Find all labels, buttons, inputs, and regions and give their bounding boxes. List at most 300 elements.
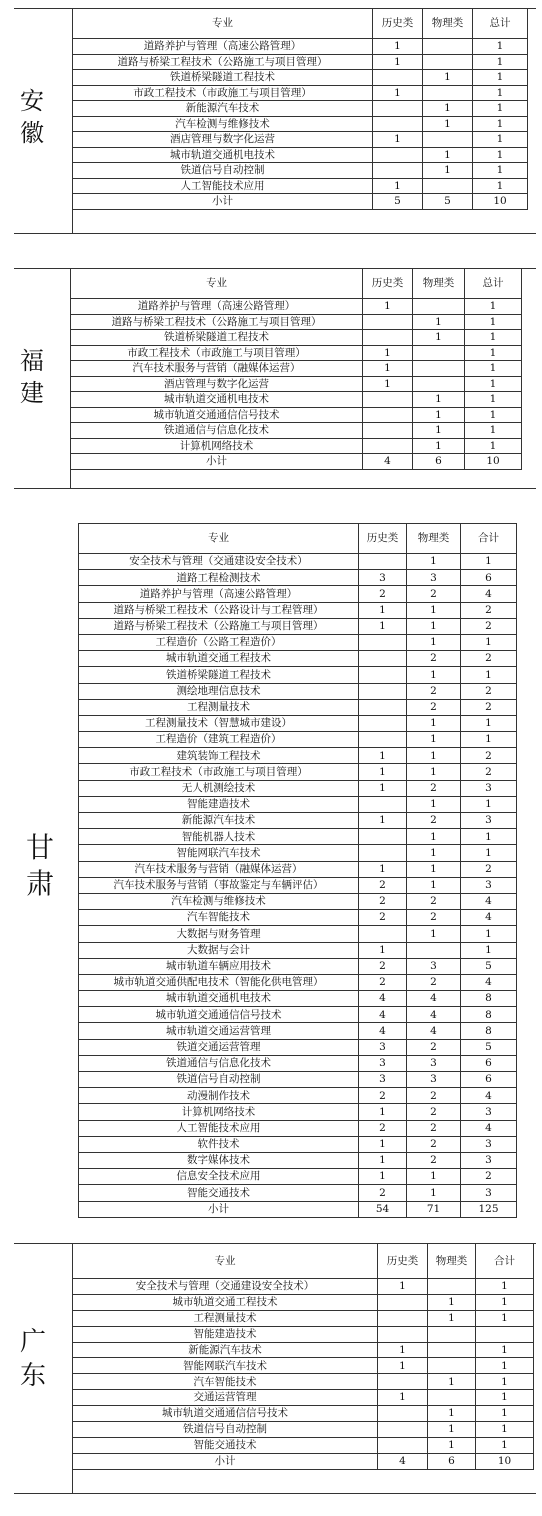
cell-major: 城市轨道交通运营管理 bbox=[79, 1023, 359, 1039]
cell-total: 6 bbox=[461, 570, 517, 586]
cell-physics bbox=[413, 376, 465, 392]
cell-total: 1 bbox=[465, 376, 522, 392]
cell-major: 工程测量技术 bbox=[73, 1310, 378, 1326]
cell-major: 新能源汽车技术 bbox=[73, 1342, 378, 1358]
cell-total: 1 bbox=[476, 1406, 534, 1422]
cell-major: 铁道通信与信息化技术 bbox=[71, 423, 363, 439]
cell-total: 1 bbox=[465, 423, 522, 439]
table-row bbox=[79, 715, 517, 731]
table-row bbox=[73, 1310, 534, 1326]
cell-history bbox=[373, 163, 423, 179]
cell-physics: 1 bbox=[407, 602, 461, 618]
cell-physics: 1 bbox=[407, 554, 461, 570]
cell-physics: 1 bbox=[407, 1185, 461, 1201]
major-table bbox=[72, 8, 528, 210]
cell-total: 1 bbox=[461, 845, 517, 861]
cell-physics: 1 bbox=[407, 667, 461, 683]
cell-history: 1 bbox=[373, 54, 423, 70]
cell-major: 城市轨道交通供配电技术（智能化供电管理） bbox=[79, 974, 359, 990]
cell-physics: 2 bbox=[407, 910, 461, 926]
cell-history bbox=[363, 330, 413, 346]
subtotal-label: 小计 bbox=[71, 454, 363, 470]
cell-major: 汽车检测与维修技术 bbox=[73, 116, 373, 132]
table-row bbox=[73, 54, 528, 70]
cell-physics: 1 bbox=[423, 101, 473, 117]
major-table bbox=[78, 523, 517, 1218]
table-header-row bbox=[79, 524, 517, 554]
cell-major: 安全技术与管理（交通建设安全技术） bbox=[79, 554, 359, 570]
subtotal-row bbox=[73, 1453, 534, 1469]
province-char: 福 bbox=[20, 347, 44, 375]
section-divider bbox=[70, 268, 71, 488]
table-row bbox=[79, 1023, 517, 1039]
cell-total: 2 bbox=[461, 699, 517, 715]
cell-history: 2 bbox=[359, 1088, 407, 1104]
header-history: 历史类 bbox=[359, 524, 407, 554]
header-history: 历史类 bbox=[378, 1244, 428, 1279]
cell-major: 铁道信号自动控制 bbox=[73, 1422, 378, 1438]
table-row bbox=[79, 845, 517, 861]
cell-major: 市政工程技术（市政施工与项目管理） bbox=[79, 764, 359, 780]
header-history: 历史类 bbox=[363, 269, 413, 299]
cell-history: 4 bbox=[359, 991, 407, 1007]
cell-major: 城市轨道车辆应用技术 bbox=[79, 958, 359, 974]
header-major: 专业 bbox=[71, 269, 363, 299]
cell-total: 3 bbox=[461, 780, 517, 796]
cell-history: 1 bbox=[359, 764, 407, 780]
cell-major: 建筑装饰工程技术 bbox=[79, 748, 359, 764]
cell-history: 2 bbox=[359, 893, 407, 909]
cell-major: 交通运营管理 bbox=[73, 1390, 378, 1406]
cell-total: 1 bbox=[465, 330, 522, 346]
cell-total: 5 bbox=[461, 958, 517, 974]
table-row bbox=[79, 780, 517, 796]
cell-physics: 1 bbox=[423, 70, 473, 86]
cell-history: 1 bbox=[359, 780, 407, 796]
cell-major: 动漫制作技术 bbox=[79, 1088, 359, 1104]
cell-total: 1 bbox=[465, 299, 522, 315]
cell-physics bbox=[428, 1390, 476, 1406]
cell-history: 1 bbox=[378, 1342, 428, 1358]
cell-history: 1 bbox=[359, 602, 407, 618]
cell-history: 1 bbox=[363, 299, 413, 315]
cell-physics: 1 bbox=[407, 796, 461, 812]
cell-physics: 3 bbox=[407, 1072, 461, 1088]
table-row bbox=[79, 813, 517, 829]
cell-major: 智能交通技术 bbox=[73, 1437, 378, 1453]
cell-total: 8 bbox=[461, 991, 517, 1007]
section-divider bbox=[72, 8, 73, 233]
cell-physics: 1 bbox=[413, 423, 465, 439]
cell-history: 1 bbox=[378, 1390, 428, 1406]
cell-major: 智能网联汽车技术 bbox=[79, 845, 359, 861]
cell-history bbox=[373, 70, 423, 86]
header-major: 专业 bbox=[73, 9, 373, 39]
province-name bbox=[26, 830, 54, 902]
cell-major: 城市轨道交通通信信号技术 bbox=[73, 1406, 378, 1422]
section-rule bbox=[14, 233, 536, 234]
cell-major: 铁道桥梁隧道工程技术 bbox=[79, 667, 359, 683]
cell-history bbox=[359, 634, 407, 650]
cell-history bbox=[378, 1294, 428, 1310]
cell-physics: 1 bbox=[428, 1437, 476, 1453]
cell-history bbox=[359, 926, 407, 942]
province-char: 徽 bbox=[20, 119, 44, 147]
cell-physics bbox=[423, 132, 473, 148]
cell-total: 1 bbox=[476, 1437, 534, 1453]
subtotal-physics: 6 bbox=[428, 1453, 476, 1469]
cell-physics bbox=[428, 1342, 476, 1358]
cell-physics bbox=[423, 54, 473, 70]
cell-physics: 2 bbox=[407, 651, 461, 667]
cell-total: 4 bbox=[461, 910, 517, 926]
table-row bbox=[79, 942, 517, 958]
province-name bbox=[20, 1325, 46, 1393]
cell-total: 1 bbox=[476, 1374, 534, 1390]
cell-major: 大数据与会计 bbox=[79, 942, 359, 958]
cell-total: 1 bbox=[461, 732, 517, 748]
cell-history: 2 bbox=[359, 910, 407, 926]
cell-total: 1 bbox=[461, 634, 517, 650]
cell-history: 2 bbox=[359, 586, 407, 602]
cell-history bbox=[373, 101, 423, 117]
cell-history bbox=[378, 1437, 428, 1453]
header-major: 专业 bbox=[79, 524, 359, 554]
subtotal-label: 小计 bbox=[73, 194, 373, 210]
subtotal-history: 5 bbox=[373, 194, 423, 210]
cell-physics: 2 bbox=[407, 586, 461, 602]
cell-history bbox=[363, 438, 413, 454]
cell-physics: 4 bbox=[407, 1023, 461, 1039]
cell-major: 道路养护与管理（高速公路管理） bbox=[79, 586, 359, 602]
cell-total: 4 bbox=[461, 1120, 517, 1136]
cell-history bbox=[363, 314, 413, 330]
table-row bbox=[79, 1055, 517, 1071]
subtotal-row bbox=[79, 1201, 517, 1217]
table-row bbox=[73, 39, 528, 55]
cell-total: 1 bbox=[461, 926, 517, 942]
cell-history bbox=[378, 1326, 428, 1342]
cell-total: 1 bbox=[476, 1294, 534, 1310]
table-row bbox=[79, 796, 517, 812]
cell-history: 1 bbox=[359, 1169, 407, 1185]
cell-physics: 1 bbox=[428, 1422, 476, 1438]
cell-major: 铁道信号自动控制 bbox=[73, 163, 373, 179]
cell-physics: 1 bbox=[423, 147, 473, 163]
cell-major: 汽车检测与维修技术 bbox=[79, 893, 359, 909]
table-row bbox=[73, 132, 528, 148]
cell-physics: 3 bbox=[407, 570, 461, 586]
cell-total: 2 bbox=[461, 618, 517, 634]
cell-history bbox=[359, 699, 407, 715]
subtotal-row bbox=[71, 454, 522, 470]
cell-major: 铁道交通运营管理 bbox=[79, 1039, 359, 1055]
cell-history bbox=[359, 829, 407, 845]
cell-total: 6 bbox=[461, 1055, 517, 1071]
cell-physics: 1 bbox=[428, 1294, 476, 1310]
cell-total: 1 bbox=[473, 163, 528, 179]
cell-physics bbox=[413, 345, 465, 361]
table-row bbox=[79, 1072, 517, 1088]
cell-history bbox=[373, 116, 423, 132]
province-char: 建 bbox=[20, 379, 44, 407]
cell-major: 工程测量技术（智慧城市建设） bbox=[79, 715, 359, 731]
table-row bbox=[79, 829, 517, 845]
cell-history: 1 bbox=[373, 85, 423, 101]
table-row bbox=[71, 361, 522, 377]
cell-major: 智能机器人技术 bbox=[79, 829, 359, 845]
table-row bbox=[73, 1358, 534, 1374]
cell-major: 市政工程技术（市政施工与项目管理） bbox=[73, 85, 373, 101]
cell-major: 汽车技术服务与营销（融媒体运营） bbox=[71, 361, 363, 377]
cell-major: 智能建造技术 bbox=[73, 1326, 378, 1342]
cell-history bbox=[359, 683, 407, 699]
subtotal-total: 10 bbox=[465, 454, 522, 470]
cell-total: 1 bbox=[461, 829, 517, 845]
cell-physics: 4 bbox=[407, 991, 461, 1007]
header-total: 总计 bbox=[465, 269, 522, 299]
cell-major: 新能源汽车技术 bbox=[79, 813, 359, 829]
table-row bbox=[73, 147, 528, 163]
cell-physics: 2 bbox=[407, 699, 461, 715]
table-row bbox=[79, 1152, 517, 1168]
cell-history: 1 bbox=[359, 1104, 407, 1120]
cell-major: 铁道信号自动控制 bbox=[79, 1072, 359, 1088]
cell-history bbox=[359, 796, 407, 812]
cell-physics: 1 bbox=[407, 861, 461, 877]
cell-total: 8 bbox=[461, 1023, 517, 1039]
cell-major: 汽车技术服务与营销（融媒体运营） bbox=[79, 861, 359, 877]
cell-physics: 1 bbox=[423, 116, 473, 132]
table-row bbox=[79, 586, 517, 602]
table-header-row bbox=[73, 1244, 534, 1279]
cell-major: 数字媒体技术 bbox=[79, 1152, 359, 1168]
table-row bbox=[73, 1326, 534, 1342]
table-row bbox=[71, 407, 522, 423]
cell-physics: 2 bbox=[407, 1120, 461, 1136]
cell-major: 道路与桥梁工程技术（公路施工与项目管理） bbox=[71, 314, 363, 330]
cell-history: 1 bbox=[359, 748, 407, 764]
subtotal-physics: 5 bbox=[423, 194, 473, 210]
cell-total: 3 bbox=[461, 813, 517, 829]
cell-total: 2 bbox=[461, 651, 517, 667]
cell-major: 软件技术 bbox=[79, 1136, 359, 1152]
cell-major: 工程测量技术 bbox=[79, 699, 359, 715]
cell-physics: 2 bbox=[407, 1152, 461, 1168]
cell-major: 人工智能技术应用 bbox=[73, 178, 373, 194]
cell-history: 1 bbox=[359, 1136, 407, 1152]
table-row bbox=[79, 1104, 517, 1120]
table-row bbox=[71, 392, 522, 408]
table-row bbox=[71, 376, 522, 392]
header-major: 专业 bbox=[73, 1244, 378, 1279]
cell-total: 4 bbox=[461, 893, 517, 909]
table-row bbox=[79, 683, 517, 699]
cell-total: 2 bbox=[461, 683, 517, 699]
cell-total: 1 bbox=[465, 392, 522, 408]
table-row bbox=[71, 330, 522, 346]
subtotal-total: 10 bbox=[476, 1453, 534, 1469]
cell-major: 道路养护与管理（高速公路管理） bbox=[71, 299, 363, 315]
cell-physics: 1 bbox=[413, 392, 465, 408]
cell-total: 1 bbox=[476, 1342, 534, 1358]
cell-physics: 3 bbox=[407, 1055, 461, 1071]
cell-physics: 1 bbox=[407, 926, 461, 942]
cell-major: 城市轨道交通通信信号技术 bbox=[79, 1007, 359, 1023]
cell-total: 3 bbox=[461, 1136, 517, 1152]
cell-total: 4 bbox=[461, 1088, 517, 1104]
table-row bbox=[79, 1136, 517, 1152]
table-row bbox=[79, 748, 517, 764]
cell-physics: 2 bbox=[407, 1136, 461, 1152]
table-row bbox=[79, 667, 517, 683]
table-row bbox=[79, 634, 517, 650]
cell-major: 道路工程检测技术 bbox=[79, 570, 359, 586]
table-row bbox=[79, 1185, 517, 1201]
cell-physics bbox=[413, 299, 465, 315]
cell-major: 道路养护与管理（高速公路管理） bbox=[73, 39, 373, 55]
cell-major: 城市轨道交通通信信号技术 bbox=[71, 407, 363, 423]
cell-history bbox=[359, 845, 407, 861]
cell-physics: 1 bbox=[428, 1406, 476, 1422]
table-row bbox=[79, 861, 517, 877]
cell-total: 1 bbox=[465, 407, 522, 423]
subtotal-physics: 6 bbox=[413, 454, 465, 470]
cell-physics: 1 bbox=[407, 715, 461, 731]
cell-history: 1 bbox=[359, 1152, 407, 1168]
cell-history: 2 bbox=[359, 958, 407, 974]
cell-total: 2 bbox=[461, 861, 517, 877]
province-name bbox=[20, 85, 44, 149]
cell-history bbox=[363, 392, 413, 408]
cell-major: 信息安全技术应用 bbox=[79, 1169, 359, 1185]
cell-physics: 1 bbox=[413, 438, 465, 454]
cell-total: 1 bbox=[465, 314, 522, 330]
table-row bbox=[73, 1390, 534, 1406]
subtotal-total: 10 bbox=[473, 194, 528, 210]
cell-total bbox=[476, 1326, 534, 1342]
cell-major: 汽车智能技术 bbox=[79, 910, 359, 926]
cell-physics: 3 bbox=[407, 958, 461, 974]
cell-physics bbox=[423, 178, 473, 194]
cell-major: 酒店管理与数字化运营 bbox=[71, 376, 363, 392]
table-row bbox=[79, 618, 517, 634]
table-row bbox=[79, 570, 517, 586]
cell-total: 6 bbox=[461, 1072, 517, 1088]
table-row bbox=[73, 1422, 534, 1438]
cell-total: 1 bbox=[473, 132, 528, 148]
cell-major: 工程造价（建筑工程造价） bbox=[79, 732, 359, 748]
section-rule bbox=[14, 1493, 536, 1494]
cell-history bbox=[359, 732, 407, 748]
major-table bbox=[70, 268, 522, 470]
cell-physics: 1 bbox=[428, 1374, 476, 1390]
province-char: 安 bbox=[20, 87, 44, 115]
cell-major: 市政工程技术（市政施工与项目管理） bbox=[71, 345, 363, 361]
table-row bbox=[79, 651, 517, 667]
province-char: 甘 bbox=[26, 831, 55, 864]
cell-total: 1 bbox=[465, 345, 522, 361]
cell-major: 铁道通信与信息化技术 bbox=[79, 1055, 359, 1071]
cell-major: 汽车技术服务与营销（事故鉴定与车辆评估） bbox=[79, 877, 359, 893]
cell-history bbox=[378, 1406, 428, 1422]
table-row bbox=[73, 1294, 534, 1310]
cell-total: 8 bbox=[461, 1007, 517, 1023]
cell-major: 工程造价（公路工程造价） bbox=[79, 634, 359, 650]
cell-history: 1 bbox=[378, 1279, 428, 1295]
cell-history: 4 bbox=[359, 1023, 407, 1039]
cell-history: 1 bbox=[359, 861, 407, 877]
table-row bbox=[79, 602, 517, 618]
cell-major: 无人机测绘技术 bbox=[79, 780, 359, 796]
table-row bbox=[73, 85, 528, 101]
cell-history bbox=[378, 1310, 428, 1326]
subtotal-physics: 71 bbox=[407, 1201, 461, 1217]
subtotal-history: 4 bbox=[363, 454, 413, 470]
cell-physics bbox=[428, 1326, 476, 1342]
section-rule bbox=[14, 488, 536, 489]
table-row bbox=[71, 438, 522, 454]
cell-total: 1 bbox=[476, 1358, 534, 1374]
cell-total: 1 bbox=[465, 361, 522, 377]
cell-history bbox=[363, 423, 413, 439]
cell-physics: 1 bbox=[407, 748, 461, 764]
table-row bbox=[79, 991, 517, 1007]
cell-physics: 2 bbox=[407, 893, 461, 909]
cell-total: 1 bbox=[473, 70, 528, 86]
table-row bbox=[79, 974, 517, 990]
table-row bbox=[79, 732, 517, 748]
cell-history: 1 bbox=[363, 345, 413, 361]
cell-history: 2 bbox=[359, 1185, 407, 1201]
table-row bbox=[71, 423, 522, 439]
cell-history: 1 bbox=[373, 178, 423, 194]
cell-physics: 2 bbox=[407, 683, 461, 699]
cell-history bbox=[378, 1374, 428, 1390]
cell-physics: 2 bbox=[407, 813, 461, 829]
table-row bbox=[73, 1406, 534, 1422]
table-row bbox=[73, 116, 528, 132]
cell-physics: 1 bbox=[413, 314, 465, 330]
section-divider bbox=[72, 1243, 73, 1493]
table-row bbox=[71, 314, 522, 330]
subtotal-row bbox=[73, 194, 528, 210]
cell-history: 1 bbox=[359, 942, 407, 958]
table-row bbox=[79, 1039, 517, 1055]
cell-total: 5 bbox=[461, 1039, 517, 1055]
cell-physics bbox=[407, 942, 461, 958]
cell-major: 城市轨道交通机电技术 bbox=[73, 147, 373, 163]
cell-major: 铁道桥梁隧道工程技术 bbox=[73, 70, 373, 86]
cell-physics bbox=[423, 39, 473, 55]
header-total: 合计 bbox=[476, 1244, 534, 1279]
table-header-row bbox=[73, 9, 528, 39]
cell-history bbox=[373, 147, 423, 163]
cell-total: 1 bbox=[473, 54, 528, 70]
cell-total: 1 bbox=[476, 1422, 534, 1438]
cell-history: 1 bbox=[373, 39, 423, 55]
cell-major: 道路与桥梁工程技术（公路施工与项目管理） bbox=[79, 618, 359, 634]
cell-history: 3 bbox=[359, 570, 407, 586]
cell-total: 1 bbox=[461, 942, 517, 958]
header-physics: 物理类 bbox=[407, 524, 461, 554]
table-row bbox=[71, 345, 522, 361]
cell-major: 大数据与财务管理 bbox=[79, 926, 359, 942]
table-row bbox=[73, 163, 528, 179]
subtotal-label: 小计 bbox=[79, 1201, 359, 1217]
cell-physics bbox=[423, 85, 473, 101]
table-row bbox=[79, 554, 517, 570]
